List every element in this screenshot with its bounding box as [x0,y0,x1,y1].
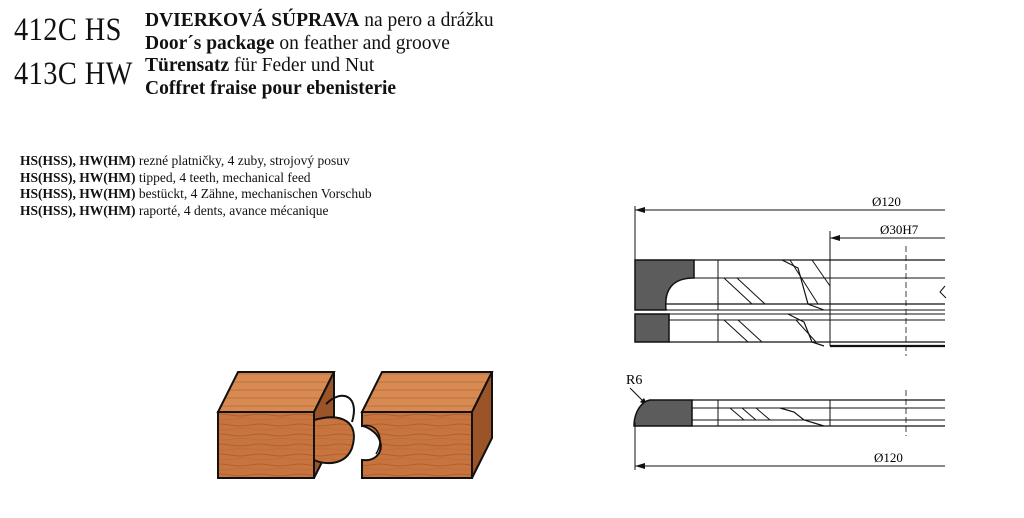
tongue-piece [218,372,354,478]
title-fr-bold: Coffret fraise pour ebenisterie [145,77,397,99]
dim-outer-bottom-label: Ø120 [874,450,903,465]
title-en [145,33,494,56]
spec-sk-bold: HS(HSS), HW(HM) [20,153,136,168]
title-de [145,55,494,78]
spec-en-text: tipped, 4 teeth, mechanical feed [135,169,311,185]
spec-en-bold: HS(HSS), HW(HM) [20,169,136,185]
spec-line-de [20,186,410,203]
title-en-rest: on feather and groove [274,32,450,54]
dim-bore-label: Ø30H7 [880,222,919,237]
spec-line-sk [20,153,410,170]
spec-text [20,153,410,219]
spec-sk-text: rezné platničky, 4 zuby, strojový posuv [135,153,350,168]
title-en-bold: Door´s package [145,32,275,54]
dim-outer-top-label: Ø120 [872,194,901,209]
spec-line-en [20,170,410,187]
radius-label: R6 [626,373,643,388]
title-de-bold: Türensatz [145,55,230,76]
spec-line-fr [20,203,410,220]
dimension-bore [830,222,945,346]
title-fr [145,78,494,101]
upper-cutter-assembly [635,246,946,356]
code-hs: 412C HS [14,12,122,48]
wood-profiles-illustration [210,362,500,484]
spec-de-bold: HS(HSS), HW(HM) [20,186,136,201]
title-de-rest: für Feder und Nut [229,55,375,76]
title-sk [145,10,494,33]
spec-de-text: bestückt, 4 Zähne, mechanischen Vorschub [135,186,372,201]
spec-fr-text: raporté, 4 dents, avance mécanique [135,202,329,218]
code-hw: 413C HW [14,56,133,92]
title-sk-rest: na pero a drážku [359,10,494,31]
lower-cutter [634,390,945,436]
title-block [145,10,494,100]
title-sk-bold: DVIERKOVÁ SÚPRAVA [145,10,360,31]
product-codes [14,8,133,96]
radius-annotation [626,373,648,406]
groove-piece [362,372,492,478]
cutter-technical-drawing [612,186,952,476]
dimension-bottom-outer [635,422,945,470]
spec-fr-bold: HS(HSS), HW(HM) [20,202,136,218]
